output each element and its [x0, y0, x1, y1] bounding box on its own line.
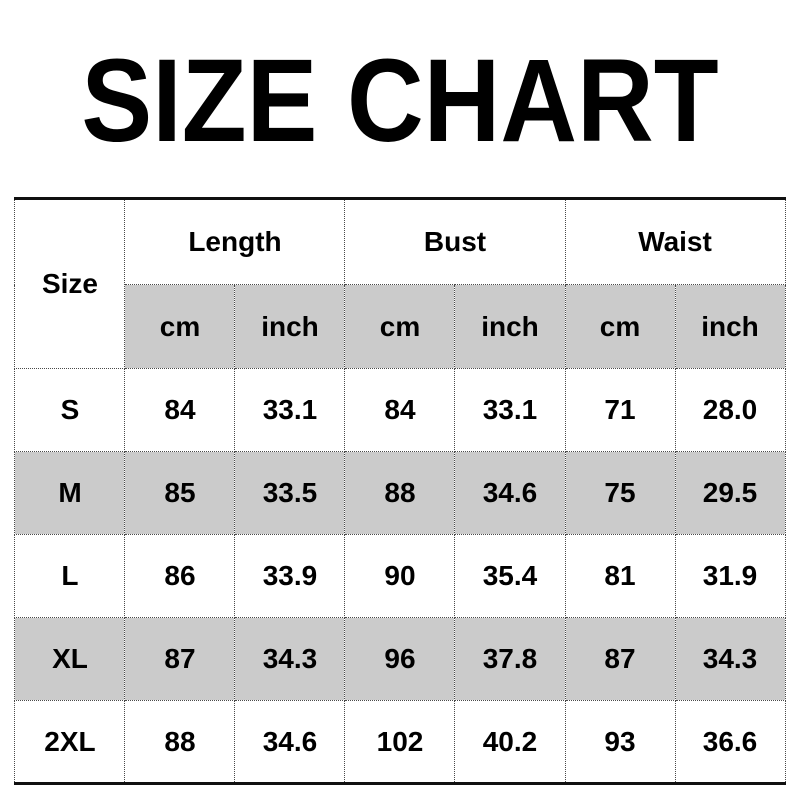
header-unit-row [15, 285, 785, 369]
table-row-xl [15, 618, 785, 701]
cell-length-cm: 84 [125, 369, 235, 452]
size-column-header: Size [15, 199, 125, 369]
cell-length-inch: 33.5 [235, 452, 345, 535]
cell-length-cm: 85 [125, 452, 235, 535]
cell-bust-inch: 37.8 [455, 618, 565, 701]
header-group-row [15, 199, 785, 285]
unit-header-waist-inch: inch [675, 285, 785, 369]
page-title [0, 35, 800, 167]
column-group-bust: Bust [345, 199, 565, 285]
cell-waist-inch: 34.3 [675, 618, 785, 701]
cell-bust-cm: 84 [345, 369, 455, 452]
cell-waist-inch: 29.5 [675, 452, 785, 535]
column-group-waist: Waist [565, 199, 785, 285]
table-row-m [15, 452, 785, 535]
size-chart-table [14, 197, 785, 785]
page-title-text: SIZE CHART [81, 35, 719, 167]
unit-header-waist-cm: cm [565, 285, 675, 369]
table-row-s [15, 369, 785, 452]
cell-bust-cm: 88 [345, 452, 455, 535]
cell-length-cm: 86 [125, 535, 235, 618]
unit-header-length-inch: inch [235, 285, 345, 369]
unit-header-length-cm: cm [125, 285, 235, 369]
cell-bust-cm: 96 [345, 618, 455, 701]
table-row-2xl [15, 701, 785, 784]
unit-header-bust-cm: cm [345, 285, 455, 369]
size-label: L [15, 535, 125, 618]
cell-length-cm: 87 [125, 618, 235, 701]
cell-bust-cm: 90 [345, 535, 455, 618]
size-label: M [15, 452, 125, 535]
cell-length-inch: 33.1 [235, 369, 345, 452]
cell-waist-cm: 81 [565, 535, 675, 618]
cell-waist-cm: 87 [565, 618, 675, 701]
cell-waist-cm: 93 [565, 701, 675, 784]
size-label: S [15, 369, 125, 452]
cell-waist-inch: 31.9 [675, 535, 785, 618]
cell-length-inch: 34.6 [235, 701, 345, 784]
cell-waist-cm: 71 [565, 369, 675, 452]
cell-length-cm: 88 [125, 701, 235, 784]
cell-bust-inch: 35.4 [455, 535, 565, 618]
unit-header-bust-inch: inch [455, 285, 565, 369]
cell-waist-inch: 28.0 [675, 369, 785, 452]
size-label: XL [15, 618, 125, 701]
table-row-l [15, 535, 785, 618]
size-label: 2XL [15, 701, 125, 784]
cell-length-inch: 33.9 [235, 535, 345, 618]
cell-bust-inch: 34.6 [455, 452, 565, 535]
cell-length-inch: 34.3 [235, 618, 345, 701]
cell-waist-cm: 75 [565, 452, 675, 535]
cell-waist-inch: 36.6 [675, 701, 785, 784]
column-group-length: Length [125, 199, 345, 285]
cell-bust-inch: 40.2 [455, 701, 565, 784]
cell-bust-inch: 33.1 [455, 369, 565, 452]
cell-bust-cm: 102 [345, 701, 455, 784]
